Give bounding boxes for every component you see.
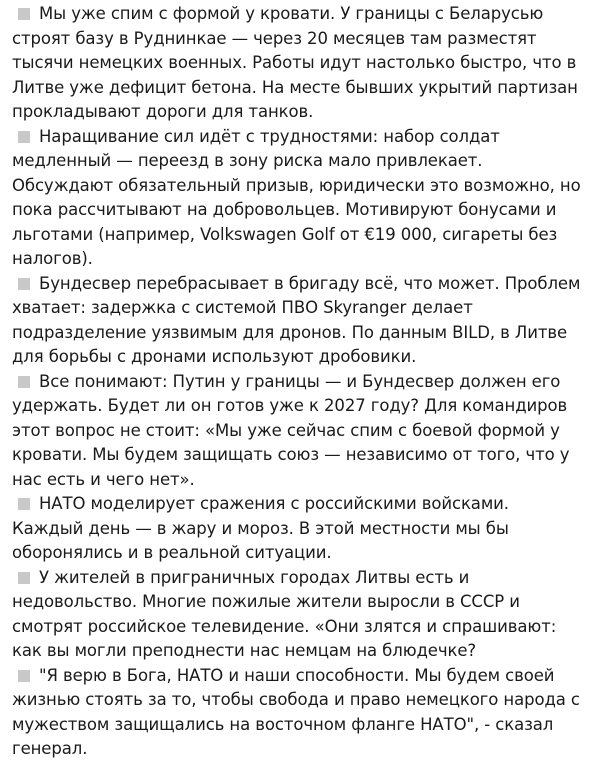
paragraph-text: "Я верю в Бога, НАТО и наши способности. Мы будем своей жизнью стоять за то, чтобы свобода и право немецкого народа с мужеством защищались на восточном фланге НАТО", - сказал генерал. <box>12 665 580 758</box>
paragraph-7 <box>12 664 584 762</box>
paragraph-5 <box>12 492 584 566</box>
paragraph-4 <box>12 370 584 493</box>
paragraph-1 <box>12 2 584 125</box>
paragraph-2 <box>12 125 584 272</box>
square-bullet-icon <box>18 131 30 143</box>
square-bullet-icon <box>18 670 30 682</box>
square-bullet-icon <box>18 278 30 290</box>
paragraph-text: НАТО моделирует сражения с российскими войсками. Каждый день — в жару и мороз. В этой местности мы бы оборонялись и в реальной ситуации. <box>12 494 509 562</box>
paragraph-text: Наращивание сил идёт с трудностями: набор солдат медленный — переезд в зону риска мало привлекает. Обсуждают обязательный призыв, юридически это возможно, но пока рассчитывают на добровольцев. Мотивируют бонусами и льготами (например, Volkswagen Golf от €19 000, сигареты без налогов). <box>12 126 581 268</box>
square-bullet-icon <box>18 572 30 584</box>
square-bullet-icon <box>18 376 30 388</box>
paragraph-text: Мы уже спим с формой у кровати. У границы с Беларусью строят базу в Руднинкае — через 20 месяцев там разместят тысячи немецких военных. Работы идут настолько быстро, что в Литве уже дефицит бетона. На месте бывших укрытий партизан прокладывают дороги для танков. <box>12 4 578 121</box>
paragraph-6 <box>12 566 584 664</box>
square-bullet-icon <box>18 498 30 510</box>
paragraph-text: Все понимают: Путин у границы — и Бундесвер должен его удержать. Будет ли он готов уже к 2027 году? Для командиров этот вопрос не стоит: «Мы уже сейчас спим с боевой формой у кровати. Мы будем защищать союз — независимо от того, что у нас есть и чего нет». <box>12 371 570 489</box>
paragraph-text: У жителей в приграничных городах Литвы есть и недовольство. Многие пожилые жители выросли в СССР и смотрят российское телевидение. «Они злятся и спрашивают: как вы могли преподнести нас немцам на блюдечке? <box>12 567 557 660</box>
square-bullet-icon <box>18 8 30 20</box>
paragraph-3 <box>12 272 584 370</box>
paragraph-text: Бундесвер перебрасывает в бригаду всё, что может. Проблем хватает: задержка с системой ПВО Skyranger делает подразделение уязвимым для дронов. По данным BILD, в Литве для борьбы с дронами используют дробовики. <box>12 273 581 366</box>
